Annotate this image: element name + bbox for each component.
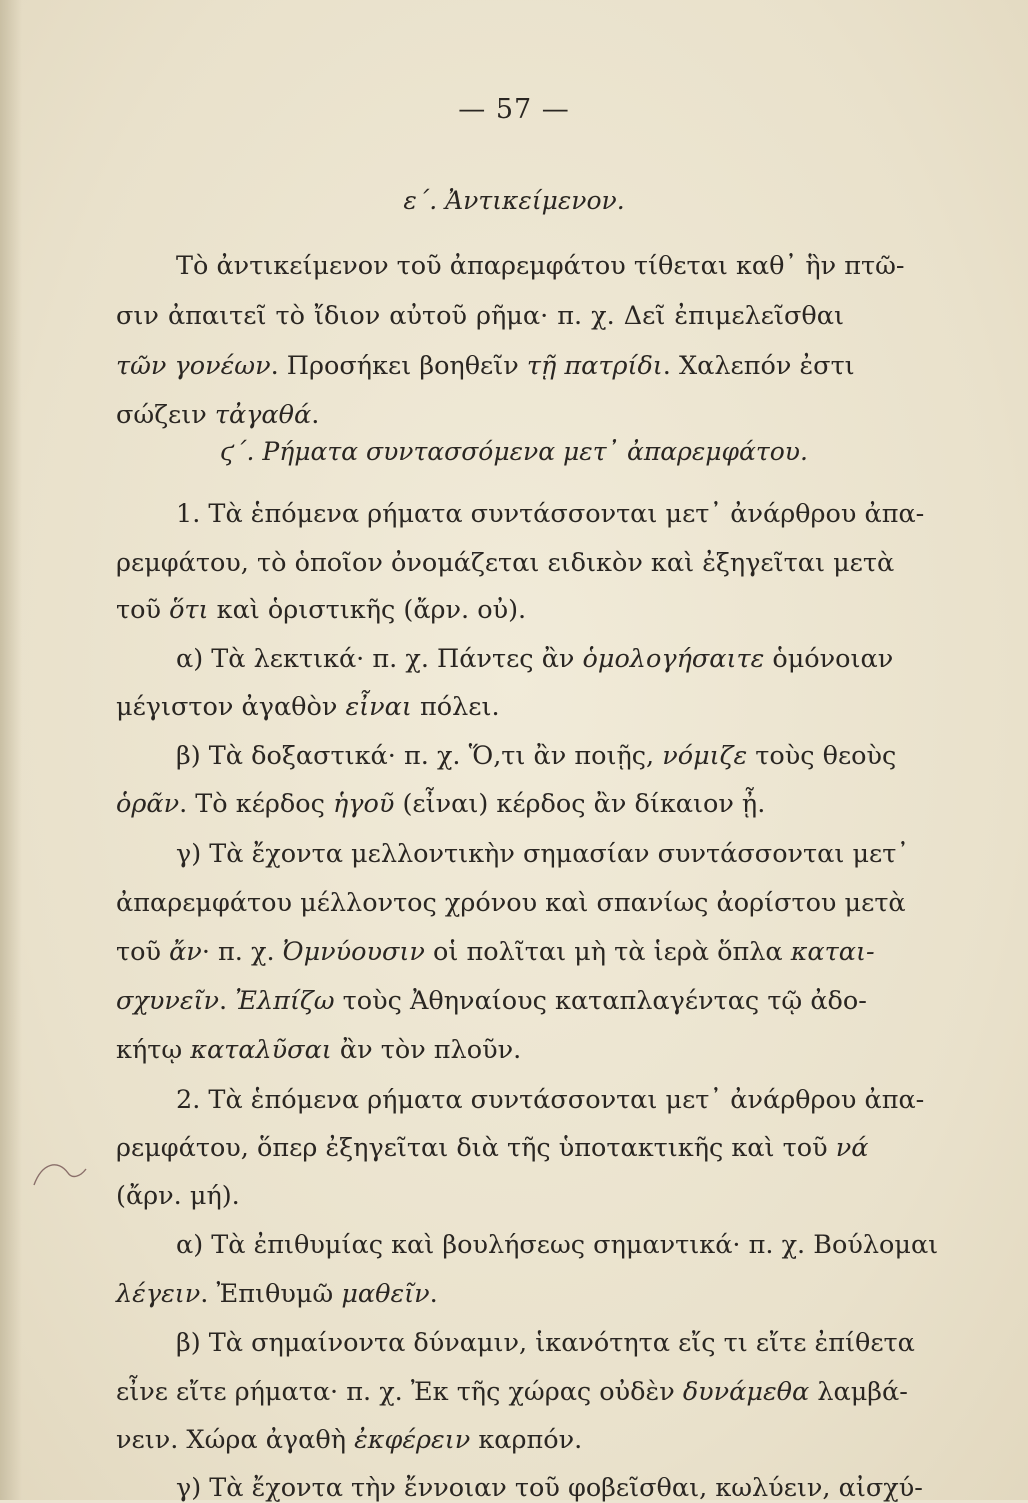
text-line: 1. Τὰ ἑπόμενα ρήματα συντάσσονται μετ᾽ ἀνάρθρου ἀπα- xyxy=(176,499,925,529)
section-title-infinitive-verbs: ϛ΄. Ρήματα συντασσόμενα μετ᾽ ἀπαρεμφάτου. xyxy=(220,437,808,466)
text-line: ὁρᾶν. Τὸ κέρδος ἡγοῦ (εἶναι) κέρδος ἂν δίκαιον ᾖ. xyxy=(116,789,766,819)
text-line: α) Τὰ λεκτικά· π. χ. Πάντες ἂν ὁμολογήσαιτε ὁμόνοιαν xyxy=(176,644,894,674)
text-line: β) Τὰ σημαίνοντα δύναμιν, ἱκανότητα εἴς τι εἴτε ἐπίθετα xyxy=(176,1328,915,1358)
section-title-object: ε΄. Ἀντικείμενον. xyxy=(403,186,625,215)
text-line: τοῦ ὅτι καὶ ὁριστικῆς (ἄρν. οὐ). xyxy=(116,595,527,625)
text-line: 2. Τὰ ἑπόμενα ρήματα συντάσσονται μετ᾽ ἀνάρθρου ἀπα- xyxy=(176,1085,925,1115)
text-line: νειν. Χώρα ἀγαθὴ ἐκφέρειν καρπόν. xyxy=(116,1425,583,1455)
page-edge-shadow xyxy=(0,0,22,1500)
text-line: εἶνε εἴτε ρήματα· π. χ. Ἐκ τῆς χώρας οὐδὲν δυνάμεθα λαμβά- xyxy=(116,1377,908,1407)
text-line: τῶν γονέων. Προσήκει βοηθεῖν τῇ πατρίδι. Χαλεπόν ἐστι xyxy=(116,351,855,381)
text-line: σχυνεῖν. Ἐλπίζω τοὺς Ἀθηναίους καταπλαγέντας τῷ ἀδο- xyxy=(116,986,867,1016)
text-line: ρεμφάτου, ὅπερ ἐξηγεῖται διὰ τῆς ὑποτακτικῆς καὶ τοῦ νά xyxy=(116,1133,869,1163)
text-line: σιν ἀπαιτεῖ τὸ ἴδιον αὐτοῦ ρῆμα· π. χ. Δεῖ ἐπιμελεῖσθαι xyxy=(116,301,844,331)
text-line: ρεμφάτου, τὸ ὁποῖον ὀνομάζεται ειδικὸν καὶ ἐξηγεῖται μετὰ xyxy=(116,548,895,578)
text-line: τοῦ ἄν· π. χ. Ὀμνύουσιν οἱ πολῖται μὴ τὰ ἱερὰ ὅπλα καται- xyxy=(116,937,875,967)
text-line: ἀπαρεμφάτου μέλλοντος χρόνου καὶ σπανίως ἀορίστου μετὰ xyxy=(116,888,906,918)
text-line: (ἄρν. μή). xyxy=(116,1181,240,1211)
text-line: γ) Τὰ ἔχοντα τὴν ἔννοιαν τοῦ φοβεῖσθαι, κωλύειν, αἰσχύ- xyxy=(176,1473,923,1503)
pencil-mark-icon xyxy=(28,1155,128,1195)
text-line: σώζειν τἀγαθά. xyxy=(116,400,320,430)
text-line: μέγιστον ἀγαθὸν εἶναι πόλει. xyxy=(116,692,500,722)
text-line: α) Τὰ ἐπιθυμίας καὶ βουλήσεως σημαντικά· π. χ. Βούλομαι xyxy=(176,1230,939,1260)
text-line: λέγειν. Ἐπιθυμῶ μαθεῖν. xyxy=(116,1279,438,1309)
text-line: κήτῳ καταλῦσαι ἂν τὸν πλοῦν. xyxy=(116,1035,522,1065)
text-line: Τὸ ἀντικείμενον τοῦ ἀπαρεμφάτου τίθεται καθ᾽ ἣν πτῶ- xyxy=(176,251,905,281)
text-line: γ) Τὰ ἔχοντα μελλοντικὴν σημασίαν συντάσσονται μετ᾽ xyxy=(176,839,910,869)
text-line: β) Τὰ δοξαστικά· π. χ. Ὅ,τι ἂν ποιῇς, νόμιζε τοὺς θεοὺς xyxy=(176,741,897,771)
page-number: — 57 — xyxy=(458,94,570,125)
